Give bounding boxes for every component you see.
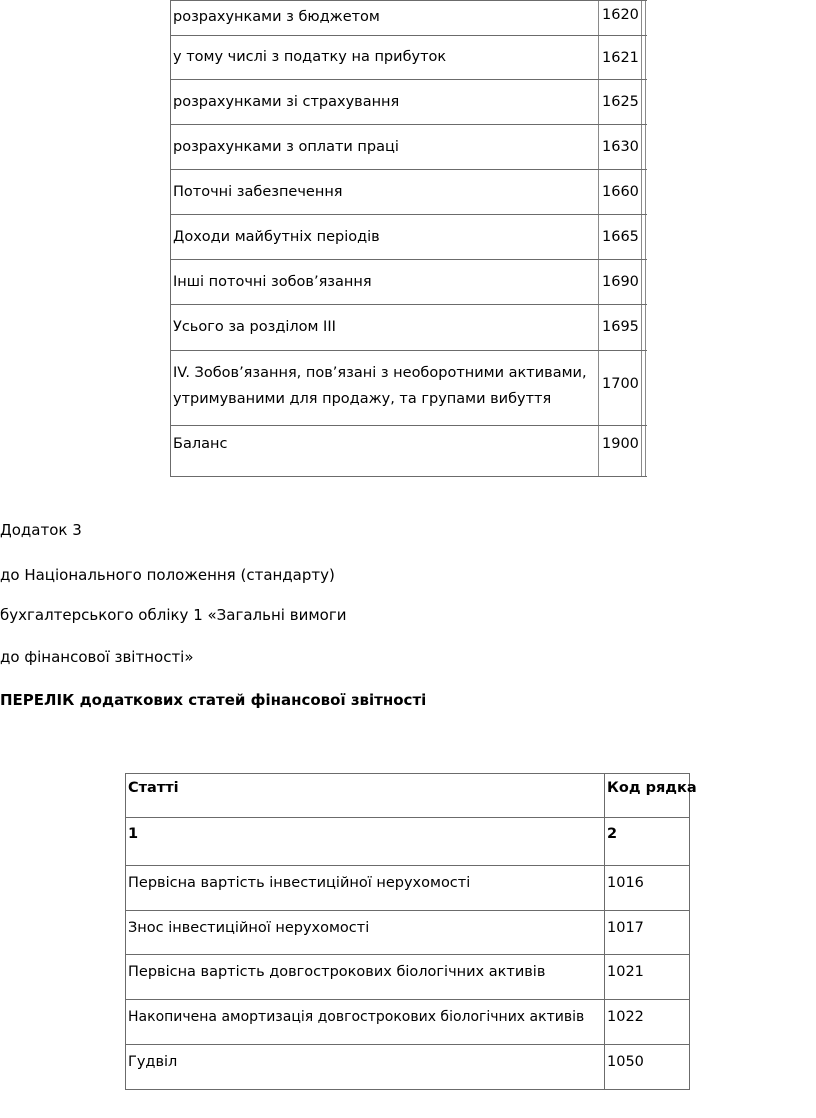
table-row bbox=[171, 79, 647, 125]
table-row bbox=[126, 910, 690, 955]
row-code: 1695 bbox=[602, 319, 639, 335]
table-row bbox=[171, 124, 647, 170]
row-label: Знос інвестиційної нерухомості bbox=[128, 920, 370, 936]
row-code: 1017 bbox=[607, 920, 644, 936]
row-code: 1016 bbox=[607, 875, 644, 891]
column-number: 2 bbox=[607, 826, 618, 842]
table-row bbox=[171, 169, 647, 215]
header-articles: Статті bbox=[128, 780, 179, 796]
appendix-line: до Національного положення (стандарту) bbox=[0, 566, 335, 584]
row-label: розрахунками з бюджетом bbox=[173, 9, 380, 25]
table-numbering-row bbox=[126, 817, 690, 866]
row-label: Баланс bbox=[173, 436, 228, 452]
document-title: ПЕРЕЛІК додаткових статей фінансової звітності bbox=[0, 691, 427, 709]
table-row bbox=[126, 1044, 690, 1090]
row-label: Усього за розділом III bbox=[173, 319, 336, 335]
row-code: 1621 bbox=[602, 50, 639, 66]
row-label: розрахунками з оплати праці bbox=[173, 139, 399, 155]
row-label: розрахунками зі страхування bbox=[173, 94, 400, 110]
row-label: Інші поточні зобов’язання bbox=[173, 274, 372, 290]
row-code: 1690 bbox=[602, 274, 639, 290]
table-row bbox=[126, 999, 690, 1045]
additional-items-table bbox=[125, 773, 697, 1090]
balance-liabilities-table bbox=[170, 0, 647, 477]
row-label-line2: утримуваними для продажу, та групами вибуття bbox=[173, 391, 552, 407]
header-line-code: Код рядка bbox=[607, 780, 697, 796]
row-code: 1021 bbox=[607, 964, 644, 980]
table-header-row bbox=[126, 774, 697, 817]
row-label: Первісна вартість інвестиційної нерухомості bbox=[128, 875, 471, 891]
row-label: Накопичена амортизація довгострокових біологічних активів bbox=[128, 1009, 585, 1025]
row-code: 1660 bbox=[602, 184, 639, 200]
table-row bbox=[171, 0, 647, 36]
row-label: Гудвіл bbox=[128, 1054, 178, 1070]
appendix-heading: Додаток 3 bbox=[0, 521, 82, 539]
appendix-line: до фінансової звітності» bbox=[0, 648, 194, 666]
row-label: Доходи майбутніх періодів bbox=[173, 229, 380, 245]
table-row bbox=[171, 350, 647, 426]
row-code: 1900 bbox=[602, 436, 639, 452]
row-code: 1630 bbox=[602, 139, 639, 155]
row-code: 1620 bbox=[602, 7, 639, 23]
table-row bbox=[126, 954, 690, 1000]
table-row bbox=[171, 304, 647, 351]
row-label-line1: IV. Зобов’язання, пов’язані з необоротними активами, bbox=[173, 365, 587, 381]
row-label: Первісна вартість довгострокових біологічних активів bbox=[128, 964, 546, 980]
row-label: Поточні забезпечення bbox=[173, 184, 343, 200]
row-label: у тому числі з податку на прибуток bbox=[173, 49, 447, 65]
appendix-line: бухгалтерського обліку 1 «Загальні вимоги bbox=[0, 606, 347, 624]
row-code: 1665 bbox=[602, 229, 639, 245]
row-code: 1700 bbox=[602, 376, 639, 392]
row-code: 1050 bbox=[607, 1054, 644, 1070]
table-row bbox=[171, 425, 647, 477]
table-row bbox=[171, 214, 647, 260]
table-row bbox=[171, 259, 647, 305]
row-code: 1625 bbox=[602, 94, 639, 110]
table-row bbox=[126, 865, 690, 911]
row-code: 1022 bbox=[607, 1009, 644, 1025]
table-row bbox=[171, 35, 647, 80]
column-number: 1 bbox=[128, 826, 139, 842]
